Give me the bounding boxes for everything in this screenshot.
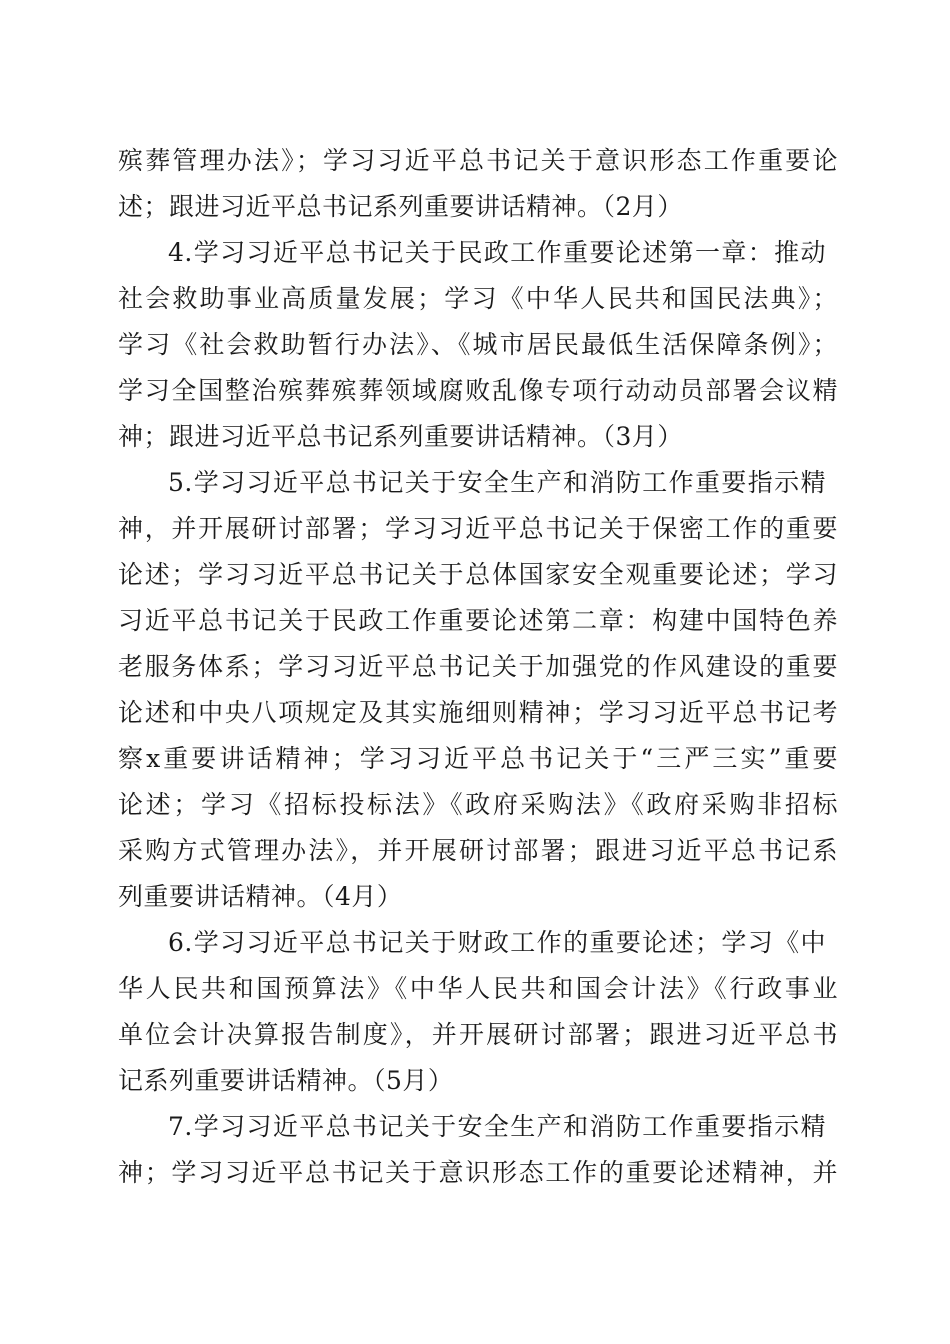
text-line: 神，并开展研讨部署；学习习近平总书记关于保密工作的重要 xyxy=(118,514,838,543)
text-line: 老服务体系；学习习近平总书记关于加强党的作风建设的重要 xyxy=(118,652,838,681)
paragraph-start-line: 7.学习习近平总书记关于安全生产和消防工作重要指示精 xyxy=(168,1112,826,1141)
text-line: 论述和中央八项规定及其实施细则精神；学习习近平总书记考 xyxy=(118,698,838,727)
text-line: 记系列重要讲话精神。（5月） xyxy=(118,1066,454,1095)
text-line: 华人民共和国预算法》《中华人民共和国会计法》《行政事业 xyxy=(118,974,838,1003)
text-line: 学习全国整治殡葬殡葬领域腐败乱像专项行动动员部署会议精 xyxy=(118,376,838,405)
text-line: 列重要讲话精神。（4月） xyxy=(118,882,403,911)
text-line: 学习《社会救助暂行办法》、《城市居民最低生活保障条例》； xyxy=(118,330,838,359)
paragraph-start-line: 4.学习习近平总书记关于民政工作重要论述第一章：推动 xyxy=(168,238,826,267)
text-line: 社会救助事业高质量发展；学习《中华人民共和国民法典》； xyxy=(118,284,838,313)
text-line: 单位会计决算报告制度》，并开展研讨部署；跟进习近平总书 xyxy=(118,1020,838,1049)
text-line: 采购方式管理办法》，并开展研讨部署；跟进习近平总书记系 xyxy=(118,836,838,865)
text-line: 论述；学习习近平总书记关于总体国家安全观重要论述；学习 xyxy=(118,560,838,589)
paragraph-start-line: 6.学习习近平总书记关于财政工作的重要论述；学习《中 xyxy=(168,928,826,957)
text-line: 述；跟进习近平总书记系列重要讲话精神。（2月） xyxy=(118,192,683,221)
text-line: 察x重要讲话精神；学习习近平总书记关于“三严三实”重要 xyxy=(118,744,838,773)
text-line: 习近平总书记关于民政工作重要论述第二章：构建中国特色养 xyxy=(118,606,838,635)
text-line: 神；学习习近平总书记关于意识形态工作的重要论述精神，并 xyxy=(118,1158,838,1187)
text-line: 论述；学习《招标投标法》《政府采购法》《政府采购非招标 xyxy=(118,790,838,819)
text-line: 殡葬管理办法》；学习习近平总书记关于意识形态工作重要论 xyxy=(118,146,838,175)
text-line: 神；跟进习近平总书记系列重要讲话精神。（3月） xyxy=(118,422,683,451)
paragraph-start-line: 5.学习习近平总书记关于安全生产和消防工作重要指示精 xyxy=(168,468,826,497)
